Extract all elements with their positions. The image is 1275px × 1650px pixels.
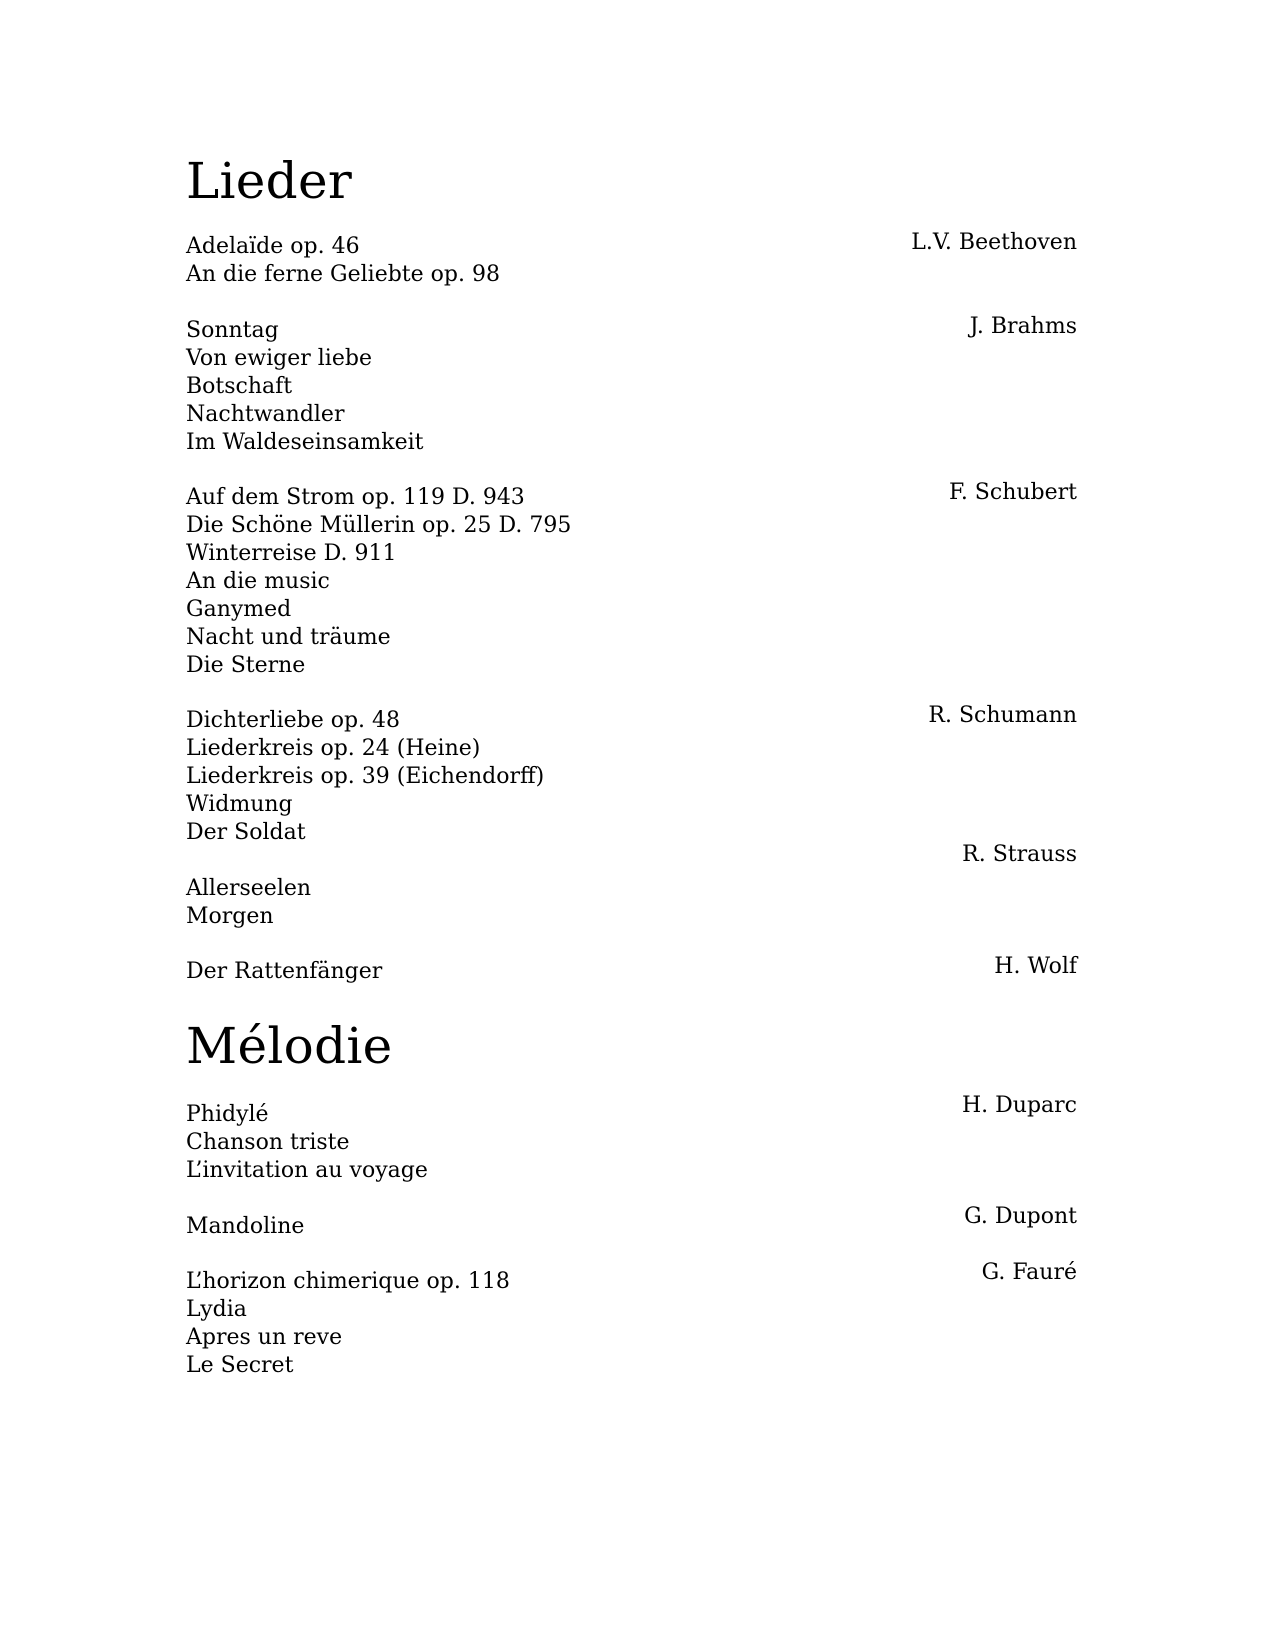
work-title: Lydia [186, 1297, 247, 1322]
work-title: Dichterliebe op. 48 [186, 708, 401, 733]
composer-name: H. Wolf [994, 954, 1077, 979]
composer-name: G. Fauré [981, 1260, 1077, 1285]
work-title: An die ferne Geliebte op. 98 [186, 262, 500, 287]
composer-name: R. Schumann [928, 703, 1077, 728]
work-title: Winterreise D. 911 [186, 541, 397, 566]
work-title: Apres un reve [186, 1325, 343, 1350]
section-title-melodie: Mélodie [186, 1017, 393, 1075]
work-title: Nachtwandler [186, 402, 345, 427]
work-title: Allerseelen [186, 876, 312, 901]
section-title-lieder: Lieder [186, 152, 353, 210]
work-title: Botschaft [186, 374, 293, 399]
work-title: Nacht und träume [186, 625, 391, 650]
work-title: Ganymed [186, 597, 292, 622]
work-title: Sonntag [186, 318, 279, 343]
work-title: L’horizon chimerique op. 118 [186, 1269, 510, 1294]
composer-name: R. Strauss [962, 842, 1077, 867]
work-title: Le Secret [186, 1353, 294, 1378]
composer-name: G. Dupont [964, 1204, 1077, 1229]
work-title: L’invitation au voyage [186, 1158, 428, 1183]
work-title: Phidylé [186, 1102, 269, 1127]
work-title: Liederkreis op. 24 (Heine) [186, 736, 481, 761]
work-title: Die Sterne [186, 653, 306, 678]
work-title: Widmung [186, 792, 293, 817]
work-title: Adelaïde op. 46 [186, 234, 360, 259]
composer-name: L.V. Beethoven [911, 230, 1077, 255]
work-title: Mandoline [186, 1214, 305, 1239]
work-title: An die music [186, 569, 330, 594]
work-title: Liederkreis op. 39 (Eichendorff) [186, 764, 545, 789]
work-title: Von ewiger liebe [186, 346, 372, 371]
composer-name: J. Brahms [969, 314, 1077, 339]
work-title: Morgen [186, 904, 274, 929]
composer-name: F. Schubert [948, 480, 1077, 505]
composer-name: H. Duparc [961, 1093, 1077, 1118]
work-title: Auf dem Strom op. 119 D. 943 [186, 485, 525, 510]
work-title: Im Waldeseinsamkeit [186, 430, 424, 455]
work-title: Die Schöne Müllerin op. 25 D. 795 [186, 513, 572, 538]
work-title: Der Soldat [186, 820, 306, 845]
work-title: Der Rattenfänger [186, 959, 383, 984]
work-title: Chanson triste [186, 1130, 350, 1155]
